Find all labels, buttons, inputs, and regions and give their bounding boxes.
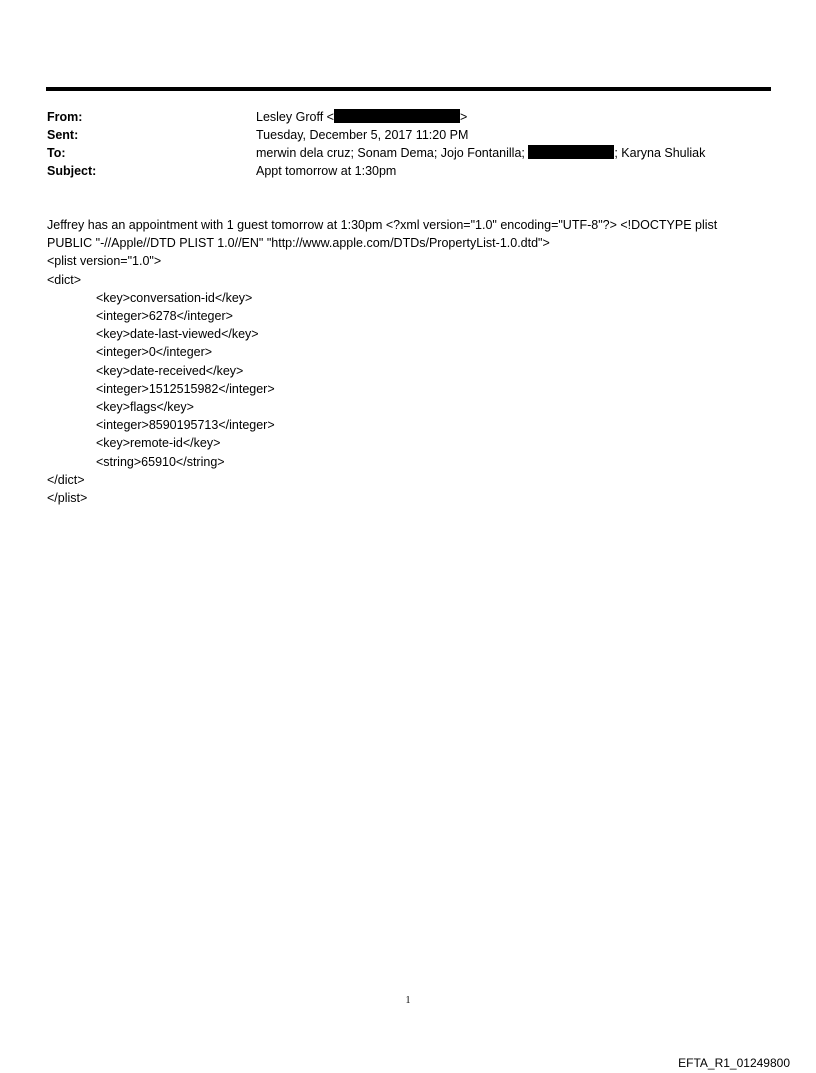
subject-label: Subject: [47,164,97,178]
header-divider [46,87,771,91]
body-line: <plist version="1.0"> [47,254,162,269]
sent-label: Sent: [47,128,79,142]
email-header [47,108,771,180]
to-row [47,144,771,162]
dict-item: <integer>0</integer> [96,345,213,360]
to-recipients-suffix: ; Karyna Shuliak [614,146,706,160]
from-label: From: [47,110,83,124]
subject-value: Appt tomorrow at 1:30pm [256,164,397,178]
dict-item: <key>date-last-viewed</key> [96,327,259,342]
sent-value: Tuesday, December 5, 2017 11:20 PM [256,128,469,142]
to-label: To: [47,146,66,160]
body-line: Jeffrey has an appointment with 1 guest tomorrow at 1:30pm <?xml version="1.0" encoding="UTF-8"?> <!DOCTYPE plist [47,218,718,232]
body-line: <dict> [47,272,82,287]
page-number: 1 [405,995,411,1006]
subject-row [47,162,771,180]
body-line: </dict> [47,472,85,487]
dict-item: <integer>1512515982</integer> [96,381,275,396]
dict-item: <key>conversation-id</key> [96,290,253,305]
email-body [47,216,777,507]
dict-item: <integer>6278</integer> [96,309,233,324]
to-value [256,144,705,162]
document-id: EFTA_R1_01249800 [678,1056,790,1070]
body-line: </plist> [47,491,88,506]
sent-row [47,126,771,144]
from-value [256,108,467,126]
dict-item: <key>remote-id</key> [96,436,221,451]
redacted-recipient [528,145,614,159]
dict-item: <key>flags</key> [96,400,194,415]
to-recipients: merwin dela cruz; Sonam Dema; Jojo Fontanilla; [256,146,525,160]
from-name: Lesley Groff < [256,110,334,124]
from-row [47,108,771,126]
dict-item: <string>65910</string> [96,454,225,469]
body-line: PUBLIC "-//Apple//DTD PLIST 1.0//EN" "http://www.apple.com/DTDs/PropertyList-1.0.dtd"> [47,236,550,251]
dict-item: <key>date-received</key> [96,363,244,378]
redacted-email [334,109,460,123]
from-name-suffix: > [459,110,468,124]
dict-item: <integer>8590195713</integer> [96,418,275,433]
